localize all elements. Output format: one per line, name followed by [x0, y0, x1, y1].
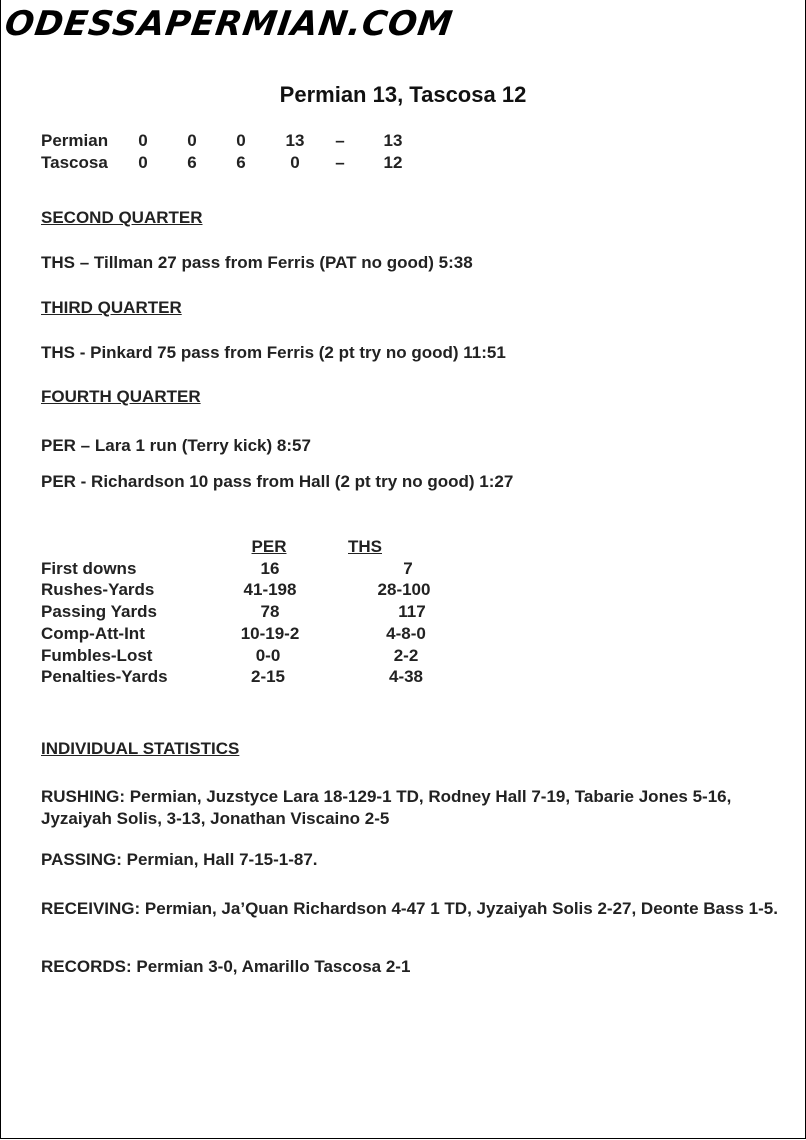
- linescore-q2: 6: [187, 153, 197, 172]
- heading-third-quarter: THIRD QUARTER: [41, 298, 182, 317]
- stats-row-label: First downs: [41, 559, 137, 578]
- linescore-q4: 0: [290, 153, 300, 172]
- scoring-play: PER - Richardson 10 pass from Hall (2 pt try no good) 1:27: [41, 472, 514, 491]
- stats-row-ths: 2-2: [393, 646, 419, 665]
- linescore-dash: –: [335, 131, 345, 150]
- linescore-total: 13: [383, 131, 403, 150]
- linescore-q1: 0: [138, 153, 148, 172]
- heading-fourth-quarter: FOURTH QUARTER: [41, 387, 201, 406]
- linescore-q3: 6: [236, 153, 246, 172]
- linescore-q4: 13: [285, 131, 305, 150]
- stats-row-per: 2-15: [250, 667, 286, 686]
- heading-second-quarter: SECOND QUARTER: [41, 208, 203, 227]
- stats-row-ths: 4-38: [388, 667, 424, 686]
- stats-row-ths: 7: [403, 559, 413, 578]
- linescore-q2: 0: [187, 131, 197, 150]
- receiving-stats: RECEIVING: Permian, Ja’Quan Richardson 4-47 1 TD, Jyzaiyah Solis 2-27, Deonte Bass 1-5.: [41, 899, 778, 918]
- stats-row-label: Penalties-Yards: [41, 667, 168, 686]
- stats-row-ths: 4-8-0: [386, 624, 426, 643]
- stats-row-per: 41-198: [243, 580, 297, 599]
- scoring-play: PER – Lara 1 run (Terry kick) 8:57: [41, 436, 311, 455]
- stats-row-per: 16: [260, 559, 280, 578]
- linescore-q1: 0: [138, 131, 148, 150]
- linescore-team-permian: Permian: [41, 131, 109, 150]
- linescore-dash: –: [335, 153, 345, 172]
- stats-row-ths: 28-100: [377, 580, 431, 599]
- stats-row-label: Passing Yards: [41, 602, 157, 621]
- site-logo[interactable]: ODESSAPERMIAN.COM: [2, 4, 456, 44]
- stats-header-per: PER: [251, 537, 287, 556]
- stats-row-label: Comp-Att-Int: [41, 624, 145, 643]
- heading-individual-statistics: INDIVIDUAL STATISTICS: [41, 739, 240, 758]
- scoring-play: THS – Tillman 27 pass from Ferris (PAT no good) 5:38: [41, 253, 473, 272]
- stats-row-per: 78: [260, 602, 280, 621]
- scoring-play: THS - Pinkard 75 pass from Ferris (2 pt try no good) 11:51: [41, 343, 506, 362]
- stats-row-ths: 117: [398, 602, 426, 621]
- rushing-stats: RUSHING: Permian, Juzstyce Lara 18-129-1 TD, Rodney Hall 7-19, Tabarie Jones 5-16, Jyzaiyah Solis, 3-13, Jonathan Viscaino 2-5: [41, 787, 732, 828]
- stats-header-ths: THS: [348, 537, 382, 556]
- records: RECORDS: Permian 3-0, Amarillo Tascosa 2-1: [41, 957, 411, 976]
- stats-row-per: 0-0: [255, 646, 281, 665]
- linescore-team-tascosa: Tascosa: [41, 153, 108, 172]
- game-title: Permian 13, Tascosa 12: [279, 82, 527, 107]
- linescore-q3: 0: [236, 131, 246, 150]
- stats-row-label: Fumbles-Lost: [41, 646, 153, 665]
- stats-row-label: Rushes-Yards: [41, 580, 155, 599]
- linescore-total: 12: [383, 153, 403, 172]
- passing-stats: PASSING: Permian, Hall 7-15-1-87.: [41, 850, 318, 869]
- stats-row-per: 10-19-2: [240, 624, 300, 643]
